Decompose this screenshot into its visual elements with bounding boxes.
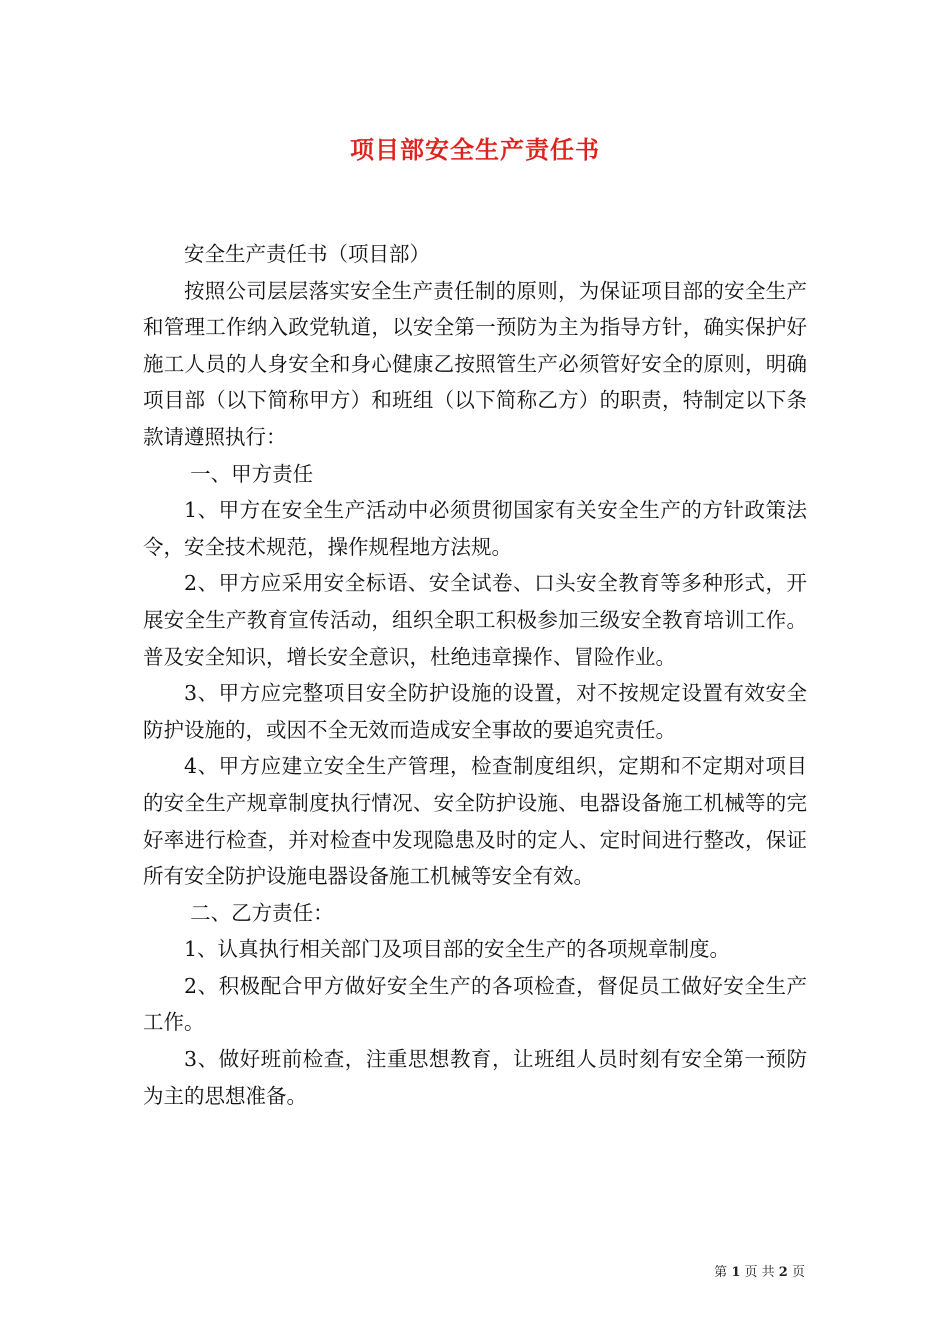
- paragraph-party-a-2: 2、甲方应采用安全标语、安全试卷、口头安全教育等多种形式，开展安全生产教育宣传活动，组织全职工积极参加三级安全教育培训工作。普及安全知识，增长安全意识，杜绝违章操作、冒险作业。: [143, 571, 807, 669]
- document-title: 项目部安全生产责任书: [350, 135, 600, 164]
- section-heading-party-a: 一、甲方责任: [190, 461, 314, 486]
- paragraph-party-b-2: 2、积极配合甲方做好安全生产的各项检查，督促员工做好安全生产工作。: [143, 973, 807, 1035]
- footer-total-pages: 2: [778, 1265, 788, 1280]
- paragraph-intro: 按照公司层层落实安全生产责任制的原则，为保证项目部的安全生产和管理工作纳入政党轨道，以安全第一预防为主为指导方针，确实保护好施工人员的人身安全和身心健康乙按照管生产必须管好安全的原则，明确项目部（以下简称甲方）和班组（以下简称乙方）的职责，特制定以下条款请遵照执行：: [143, 278, 807, 449]
- paragraph-subtitle: 安全生产责任书（项目部）: [184, 242, 430, 266]
- page-number-footer: [714, 1261, 805, 1280]
- footer-current-page: 1: [731, 1265, 741, 1280]
- footer-prefix: 第: [714, 1265, 728, 1280]
- paragraph-party-a-1: 1、甲方在安全生产活动中必须贯彻国家有关安全生产的方针政策法令，安全技术规范，操作规程地方法规。: [143, 498, 807, 559]
- footer-middle: 页 共: [744, 1265, 775, 1280]
- paragraph-party-b-1: 1、认真执行相关部门及项目部的安全生产的各项规章制度。: [184, 937, 731, 962]
- paragraph-party-a-3: 3、甲方应完整项目安全防护设施的设置，对不按规定设置有效安全防护设施的，或因不全无效而造成安全事故的要追究责任。: [143, 681, 807, 742]
- paragraph-party-b-3: 3、做好班前检查，注重思想教育，让班组人员时刻有安全第一预防为主的思想准备。: [143, 1047, 807, 1108]
- footer-suffix: 页: [791, 1265, 805, 1280]
- paragraph-party-a-4: 4、甲方应建立安全生产管理，检查制度组织，定期和不定期对项目的安全生产规章制度执行情况、安全防护设施、电器设备施工机械等的完好率进行检查，并对检查中发现隐患及时的定人、定时间进行整改，保证所有安全防护设施电器设备施工机械等安全有效。: [143, 754, 807, 889]
- section-heading-party-b: 二、乙方责任：: [190, 900, 334, 925]
- document-body: [143, 236, 807, 1114]
